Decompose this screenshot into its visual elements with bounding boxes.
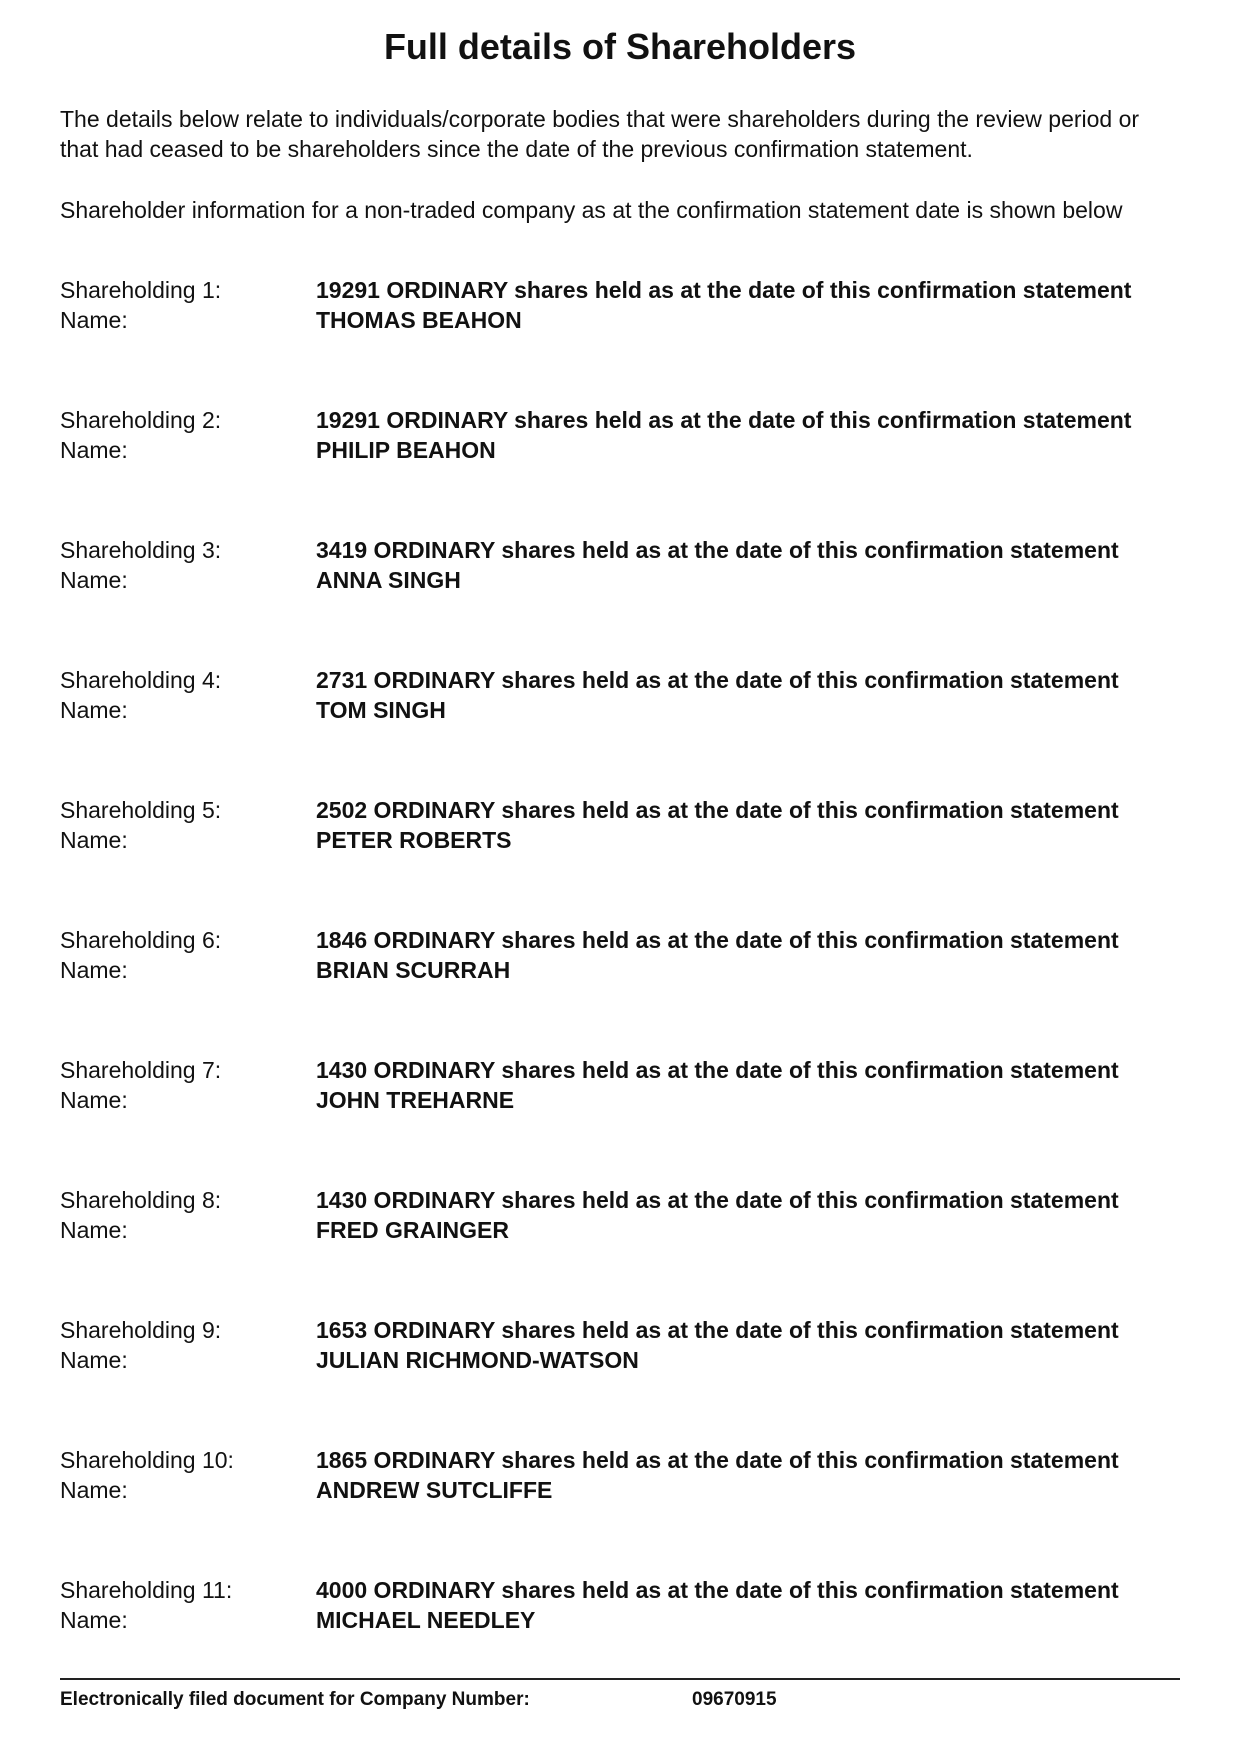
shareholding-row xyxy=(60,1185,1180,1215)
shareholder-name: TOM SINGH xyxy=(316,697,446,723)
shareholder-name: ANDREW SUTCLIFFE xyxy=(316,1477,553,1503)
footer-divider xyxy=(60,1678,1180,1680)
intro-paragraph-review-period: The details below relate to individuals/corporate bodies that were shareholders during the review period or that had ceased to be shareholders since the date of the previous confirmation statement. xyxy=(60,106,1140,162)
shareholding-row xyxy=(60,925,1180,955)
name-label: Name: xyxy=(60,827,128,853)
shareholding-7 xyxy=(60,1055,1180,1185)
shareholder-name: PETER ROBERTS xyxy=(316,827,512,853)
shareholding-shares: 3419 ORDINARY shares held as at the date of this confirmation statement xyxy=(316,537,1119,563)
shareholding-5 xyxy=(60,795,1180,925)
shareholding-row xyxy=(60,1315,1180,1345)
shareholding-3 xyxy=(60,535,1180,665)
shareholding-shares: 2502 ORDINARY shares held as at the date of this confirmation statement xyxy=(316,797,1119,823)
shareholding-row xyxy=(60,275,1180,305)
shareholding-label: Shareholding 5: xyxy=(60,797,222,823)
shareholding-shares: 19291 ORDINARY shares held as at the date of this confirmation statement xyxy=(316,407,1132,433)
name-label: Name: xyxy=(60,1607,128,1633)
shareholding-2 xyxy=(60,405,1180,535)
shareholdings-list xyxy=(60,275,1180,1705)
shareholding-label: Shareholding 1: xyxy=(60,277,222,303)
company-number: 09670915 xyxy=(692,1689,777,1710)
name-label: Name: xyxy=(60,697,128,723)
shareholding-label: Shareholding 6: xyxy=(60,927,222,953)
shareholding-row xyxy=(60,1575,1180,1605)
shareholding-row xyxy=(60,1055,1180,1085)
name-label: Name: xyxy=(60,307,128,333)
name-label: Name: xyxy=(60,1477,128,1503)
shareholder-name: ANNA SINGH xyxy=(316,567,461,593)
shareholding-label: Shareholding 9: xyxy=(60,1317,222,1343)
shareholding-shares: 1846 ORDINARY shares held as at the date of this confirmation statement xyxy=(316,927,1119,953)
shareholding-row xyxy=(60,1445,1180,1475)
shareholder-name: JULIAN RICHMOND-WATSON xyxy=(316,1347,639,1373)
name-row xyxy=(60,955,1180,985)
shareholding-row xyxy=(60,535,1180,565)
name-row xyxy=(60,1345,1180,1375)
shareholding-9 xyxy=(60,1315,1180,1445)
shareholding-shares: 4000 ORDINARY shares held as at the date of this confirmation statement xyxy=(316,1577,1119,1603)
shareholding-label: Shareholding 7: xyxy=(60,1057,222,1083)
name-row xyxy=(60,1085,1180,1115)
shareholding-1 xyxy=(60,275,1180,405)
shareholding-shares: 2731 ORDINARY shares held as at the date of this confirmation statement xyxy=(316,667,1119,693)
shareholding-shares: 1653 ORDINARY shares held as at the date of this confirmation statement xyxy=(316,1317,1119,1343)
shareholder-name: THOMAS BEAHON xyxy=(316,307,522,333)
page-title: Full details of Shareholders xyxy=(383,26,857,67)
name-label: Name: xyxy=(60,1087,128,1113)
shareholding-label: Shareholding 11: xyxy=(60,1577,233,1603)
shareholding-label: Shareholding 3: xyxy=(60,537,222,563)
shareholding-label: Shareholding 8: xyxy=(60,1187,222,1213)
shareholding-shares: 19291 ORDINARY shares held as at the date of this confirmation statement xyxy=(316,277,1132,303)
name-label: Name: xyxy=(60,1217,128,1243)
shareholding-shares: 1430 ORDINARY shares held as at the date of this confirmation statement xyxy=(316,1187,1119,1213)
shareholding-10 xyxy=(60,1445,1180,1575)
shareholding-row xyxy=(60,405,1180,435)
name-row xyxy=(60,825,1180,855)
shareholder-name: BRIAN SCURRAH xyxy=(316,957,511,983)
name-label: Name: xyxy=(60,567,128,593)
shareholding-shares: 1430 ORDINARY shares held as at the date of this confirmation statement xyxy=(316,1057,1119,1083)
name-label: Name: xyxy=(60,1347,128,1373)
name-row xyxy=(60,695,1180,725)
shareholding-shares: 1865 ORDINARY shares held as at the date of this confirmation statement xyxy=(316,1447,1119,1473)
shareholder-name: FRED GRAINGER xyxy=(316,1217,509,1243)
shareholding-4 xyxy=(60,665,1180,795)
name-row xyxy=(60,1215,1180,1245)
shareholding-8 xyxy=(60,1185,1180,1315)
shareholding-label: Shareholding 2: xyxy=(60,407,222,433)
name-row xyxy=(60,435,1180,465)
shareholder-name: MICHAEL NEEDLEY xyxy=(316,1607,536,1633)
name-label: Name: xyxy=(60,437,128,463)
shareholding-6 xyxy=(60,925,1180,1055)
shareholder-name: JOHN TREHARNE xyxy=(316,1087,515,1113)
name-label: Name: xyxy=(60,957,128,983)
footer-label: Electronically filed document for Company Number: xyxy=(60,1689,530,1710)
name-row xyxy=(60,1605,1180,1635)
name-row xyxy=(60,1475,1180,1505)
name-row xyxy=(60,305,1180,335)
shareholding-row xyxy=(60,665,1180,695)
shareholding-label: Shareholding 10: xyxy=(60,1447,234,1473)
shareholder-name: PHILIP BEAHON xyxy=(316,437,496,463)
shareholding-row xyxy=(60,795,1180,825)
name-row xyxy=(60,565,1180,595)
shareholding-label: Shareholding 4: xyxy=(60,667,222,693)
shareholding-11 xyxy=(60,1575,1180,1705)
intro-paragraph-non-traded: Shareholder information for a non-traded company as at the confirmation statement date is shown below xyxy=(60,197,1123,223)
